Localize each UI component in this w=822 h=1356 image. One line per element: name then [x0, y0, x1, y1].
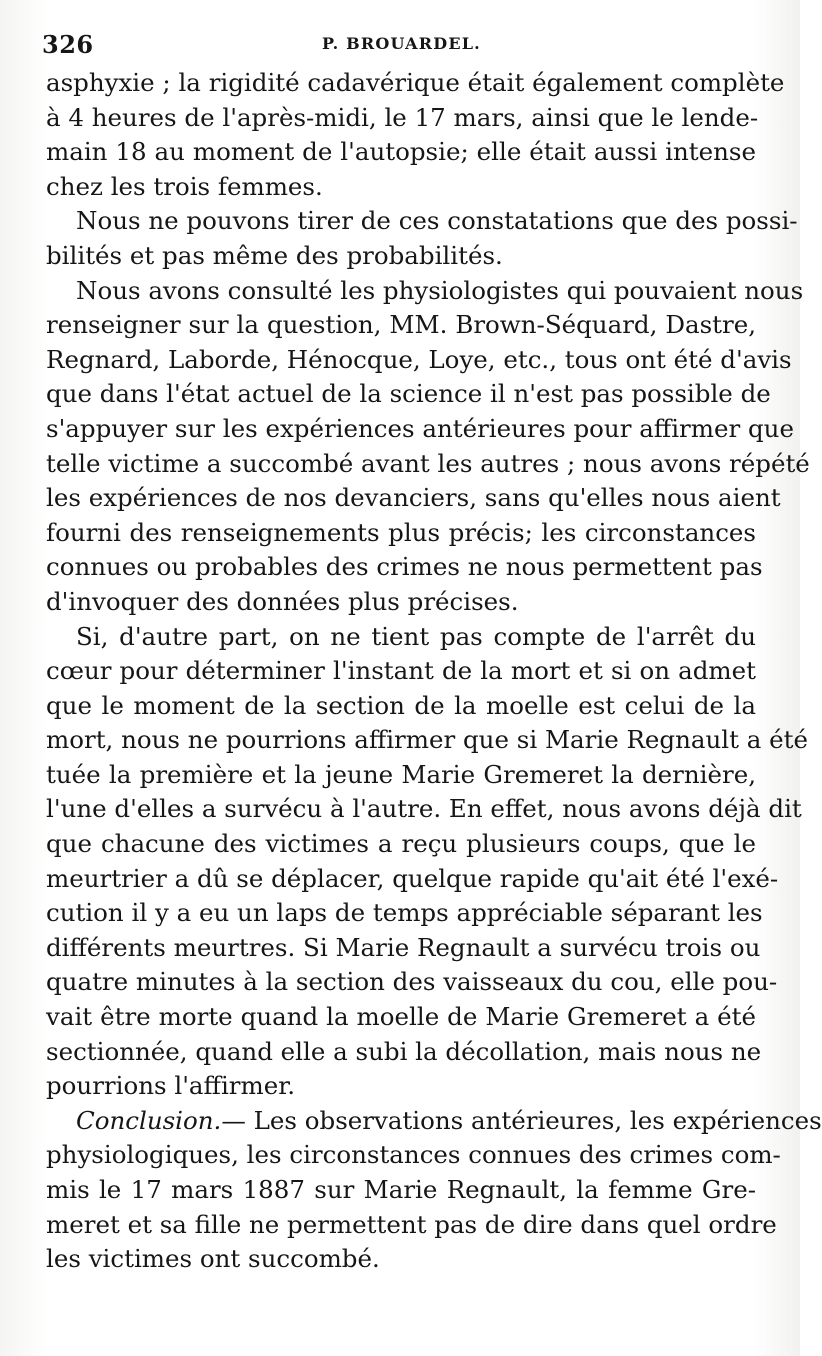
text-line: chez les trois femmes.: [46, 171, 323, 201]
text-line: physiologiques, les circonstances connues des crimes com-: [46, 1140, 781, 1170]
text-line: s'appuyer sur les expériences antérieures pour affirmer que: [46, 413, 794, 443]
text-line: d'invoquer des données plus précises.: [46, 586, 519, 616]
text-line: vait être morte quand la moelle de Marie Gremeret a été: [46, 1002, 756, 1032]
paragraph: [46, 204, 798, 273]
text-line: que chacune des victimes a reçu plusieurs coups, que le: [46, 829, 756, 859]
conclusion-paragraph: [46, 1104, 822, 1277]
text-line: à 4 heures de l'après-midi, le 17 mars, ainsi que le lende-: [46, 102, 759, 132]
paragraph: [46, 620, 808, 1104]
text-line: les expériences de nos devanciers, sans qu'elles nous aient: [46, 483, 781, 513]
page-number: 326: [42, 30, 94, 59]
text-line: fourni des renseignements plus précis; les circonstances: [46, 517, 756, 547]
text-line: renseigner sur la question, MM. Brown-Séquard, Dastre,: [46, 310, 756, 340]
text-line: que le moment de la section de la moelle est celui de la: [46, 690, 756, 720]
text-line: mort, nous ne pourrions affirmer que si Marie Regnault a été: [46, 725, 808, 755]
text-line: mis le 17 mars 1887 sur Marie Regnault, la femme Gre-: [46, 1175, 756, 1204]
text-line: asphyxie ; la rigidité cadavérique était également complète: [46, 68, 785, 97]
text-line: l'une d'elles a survécu à l'autre. En effet, nous avons déjà dit: [46, 794, 802, 824]
text-line: Nous avons consulté les physiologistes qui pouvaient nous: [76, 275, 804, 305]
conclusion-lead: Conclusion.: [76, 1105, 222, 1135]
text-line: [46, 1104, 822, 1139]
text-line: meret et sa fille ne permettent pas de dire dans quel ordre: [46, 1209, 777, 1239]
text-line: meurtrier a dû se déplacer, quelque rapide qu'ait été l'exé-: [46, 863, 779, 893]
text-line: main 18 au moment de l'autopsie; elle était aussi intense: [46, 137, 756, 167]
page-header: [40, 26, 760, 60]
paragraph: [46, 274, 810, 620]
text-line: que dans l'état actuel de la science il n'est pas possible de: [46, 379, 771, 409]
body-text: [46, 66, 822, 1277]
running-head: P. BROUARDEL.: [322, 34, 481, 53]
text-line: Nous ne pouvons tirer de ces constatations que des possi-: [76, 206, 798, 236]
text-line: bilités et pas même des probabilités.: [46, 240, 503, 270]
text-line: telle victime a succombé avant les autres ; nous avons répété: [46, 448, 810, 478]
text-line: les victimes ont succombé.: [46, 1244, 380, 1274]
text-line: cœur pour déterminer l'instant de la mort et si on admet: [46, 656, 756, 686]
text-line: tuée la première et la jeune Marie Gremeret la dernière,: [46, 759, 756, 789]
paragraph: [46, 66, 785, 204]
text-line: différents meurtres. Si Marie Regnault a survécu trois ou: [46, 932, 761, 962]
conclusion-text: — Les observations antérieures, les expériences: [221, 1105, 822, 1135]
text-line: connues ou probables des crimes ne nous permettent pas: [46, 552, 763, 582]
text-line: sectionnée, quand elle a subi la décollation, mais nous ne: [46, 1036, 762, 1066]
text-line: Si, d'autre part, on ne tient pas compte de l'arrêt du: [76, 621, 756, 651]
text-line: Regnard, Laborde, Hénocque, Loye, etc., tous ont été d'avis: [46, 344, 792, 374]
text-line: pourrions l'affirmer.: [46, 1071, 296, 1101]
text-line: quatre minutes à la section des vaisseaux du cou, elle pou-: [46, 967, 778, 997]
text-line: cution il y a eu un laps de temps appréciable séparant les: [46, 898, 763, 928]
